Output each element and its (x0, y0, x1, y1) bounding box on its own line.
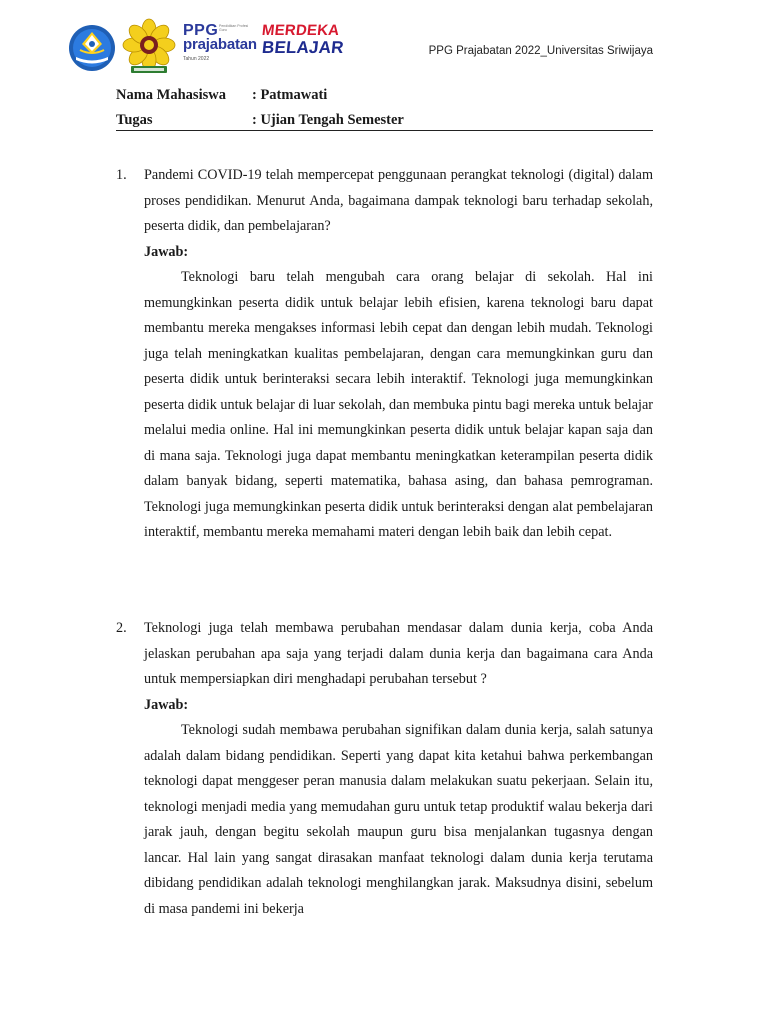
ppg-logo-side-text: Pendidikan Profesi Guru (219, 24, 249, 32)
name-label: Nama Mahasiswa (116, 87, 226, 103)
ppg-prajabatan-logo (183, 22, 259, 66)
answer-text: Teknologi sudah membawa perubahan signifikan dalam dunia kerja, salah satunya adalah dalam bidang pendidikan. Seperti yang dapat kita ketahui bahwa perkembangan teknologi dapat menggeser peran manusia dalam melakukan suatu pekerjaan. Selain itu, teknologi menjadi media yang memudahan guru untuk tetap produktif walau bekerja dari jarak jauh, dengan begitu sekolah maupun guru bisa menjalankan tugasnya dengan lancar. Hal lain yang sangat dirasakan manfaat teknologi dalam dunia kerja terutama dibidang pendidikan adalah teknologi menghilangkan jarak. Maksudnya disini, sebelum di masa pandemi ini bekerja (144, 722, 653, 917)
header-institution: PPG Prajabatan 2022_Universitas Sriwijaya (428, 45, 653, 57)
name-row (116, 87, 653, 112)
page-header (0, 0, 768, 90)
question-body (144, 616, 653, 922)
merdeka-belajar-logo (261, 22, 345, 62)
ppg-logo-word: PPG (183, 22, 219, 39)
merdeka-logo-line2: BELAJAR (261, 38, 345, 57)
answer-label: Jawab: (144, 243, 189, 260)
answer-text: Teknologi baru telah mengubah cara orang belajar di sekolah. Hal ini memungkinkan peserta didik untuk belajar lebih efisien, karena teknologi baru dapat membantu mereka mengakses informasi lebih cepat dan dengan lebih mudah. Teknologi juga telah meningkatkan kualitas pembelajaran, dengan cara memungkinkan guru dan peserta didik untuk berinteraksi secara lebih interaktif. Teknologi juga memungkinkan peserta didik untuk belajar di luar sekolah, dan membuka pintu bagi mereka untuk belajar melalui media online. Hal ini memungkinkan peserta didik untuk belajar kapan saja dan di mana saja. Teknologi juga dapat membantu meningkatkan keterampilan peserta didik dalam banyak bidang, seperti matematika, bahasa asing, dan bahasa pemrograman. Teknologi juga memungkinkan peserta didik untuk berinteraksi dengan alat pembelajaran interaktif, membantu mereka memahami materi dengan lebih baik dan lebih cepat. (144, 269, 654, 540)
merdeka-logo-line1: MERDEKA (261, 22, 341, 39)
kemdikbud-logo (68, 24, 116, 72)
answer-label: Jawab: (144, 696, 189, 713)
universitas-sriwijaya-logo (121, 18, 177, 76)
question-item (116, 163, 653, 546)
question-text: Pandemi COVID-19 telah mempercepat penggunaan perangkat teknologi (digital) dalam proses pendidikan. Menurut Anda, bagaimana dampak teknologi baru terhadap sekolah, peserta didik, dan pembelajaran? (144, 167, 653, 234)
kemdikbud-logo-icon (68, 24, 116, 72)
unsri-logo-icon (121, 18, 177, 76)
question-text: Teknologi juga telah membawa perubahan mendasar dalam dunia kerja, coba Anda jelaskan perubahan apa saja yang terjadi dalam dunia kerja dan bagaimana cara Anda untuk mempersiapkan diri menghadapi perubahan tersebut ? (144, 620, 653, 687)
header-divider (116, 130, 653, 131)
ppg-logo-subword: prajabatan (183, 36, 257, 53)
question-number: 2. (116, 620, 127, 636)
task-row (116, 112, 653, 137)
question-number: 1. (116, 167, 127, 183)
name-value: : Patmawati (252, 87, 328, 103)
ppg-logo-year: Tahun 2022 (183, 56, 210, 62)
question-item (116, 616, 653, 922)
question-body (144, 163, 653, 546)
task-value: : Ujian Tengah Semester (252, 112, 404, 128)
task-label: Tugas (116, 112, 153, 128)
